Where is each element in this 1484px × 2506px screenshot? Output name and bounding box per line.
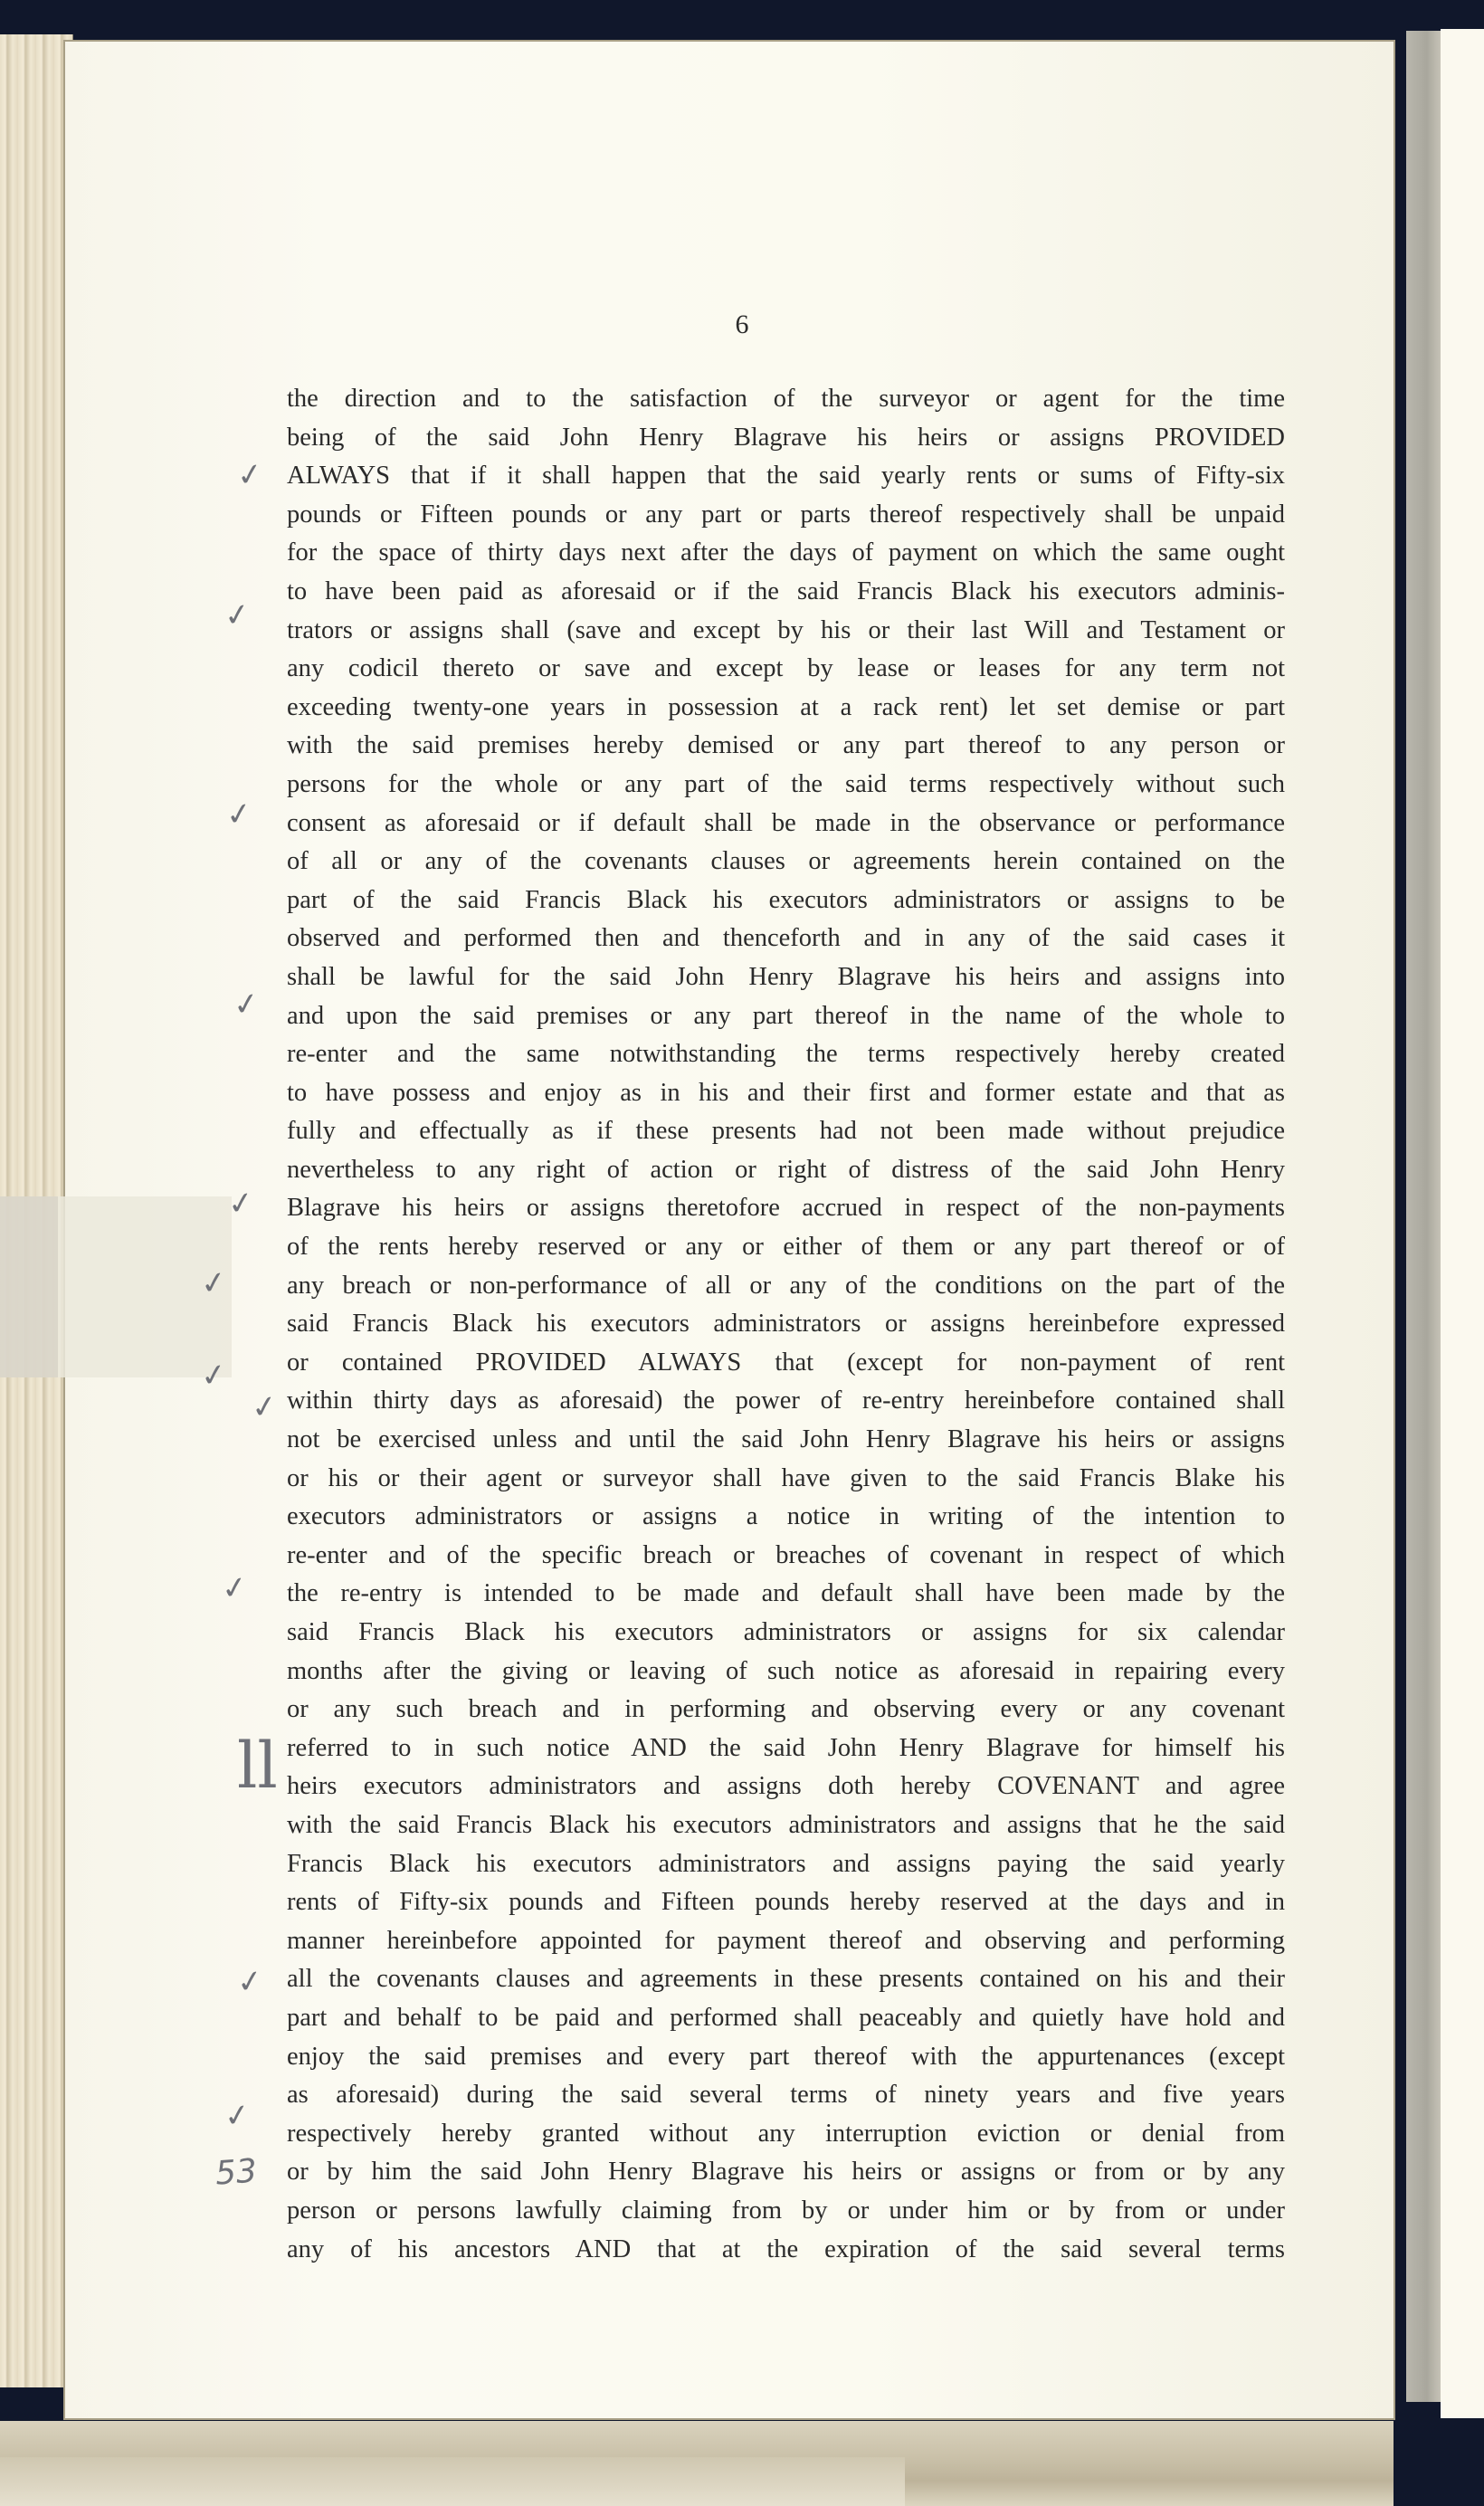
pencil-check-icon: ✓ — [219, 1568, 251, 1608]
gutter-shadow — [1406, 31, 1441, 2402]
text-line: rents of Fifty-six pounds and Fifteen pounds hereby reserved at the days and in — [287, 1888, 1285, 1917]
repair-tape-over-stack — [0, 1196, 58, 1377]
text-line: as aforesaid) during the said several terms of ninety years and five years — [287, 2081, 1285, 2110]
text-line: of all or any of the covenants clauses or agreements herein contained on the — [287, 847, 1285, 876]
text-line: exceeding twenty-one years in possession at a rack rent) let set demise or part — [287, 692, 1285, 721]
pencil-check-icon: ✓ — [198, 1263, 230, 1303]
text-line: enjoy the said premises and every part thereof with the appurtenances (except — [287, 2042, 1285, 2071]
text-line: within thirty days as aforesaid) the power of re-entry hereinbefore contained shall — [287, 1386, 1285, 1415]
pencil-check-icon: ✓ — [225, 1184, 257, 1224]
text-line: any breach or non-performance of all or any of the conditions on the part of the — [287, 1271, 1285, 1300]
text-line: or contained PROVIDED ALWAYS that (except for non-payment of rent — [287, 1348, 1285, 1377]
text-line: shall be lawful for the said John Henry Blagrave his heirs and assigns into — [287, 962, 1285, 991]
text-line: the direction and to the satisfaction of the surveyor or agent for the time — [287, 385, 1285, 413]
pencil-check-icon: ✓ — [234, 1962, 266, 2002]
text-line: to have been paid as aforesaid or if the said Francis Black his executors adminis- — [287, 576, 1285, 605]
text-line: with the said premises hereby demised or any part thereof to any person or — [287, 731, 1285, 760]
pencil-check-icon: ✓ — [249, 1387, 281, 1427]
text-line: or by him the said John Henry Blagrave his heirs or assigns or from or by any — [287, 2158, 1285, 2187]
pencil-folio-number: 53 — [214, 2152, 259, 2193]
text-line: months after the giving or leaving of such notice as aforesaid in repairing every — [287, 1656, 1285, 1685]
text-line: persons for the whole or any part of the said terms respectively without such — [287, 769, 1285, 798]
text-line: or his or their agent or surveyor shall have given to the said Francis Blake his — [287, 1463, 1285, 1492]
pencil-check-icon: ✓ — [198, 1356, 230, 1396]
text-line: Francis Black his executors administrators and assigns paying the said yearly — [287, 1849, 1285, 1878]
text-line: any of his ancestors AND that at the expiration of the said several terms — [287, 2234, 1285, 2263]
text-line: ALWAYS that if it shall happen that the said yearly rents or sums of Fifty-six — [287, 462, 1285, 491]
text-line: referred to in such notice AND the said John Henry Blagrave for himself his — [287, 1733, 1285, 1762]
pencil-check-icon: ✓ — [222, 596, 253, 635]
text-line: consent as aforesaid or if default shall be made in the observance or performance — [287, 808, 1285, 837]
text-line: executors administrators or assigns a notice in writing of the intention to — [287, 1502, 1285, 1531]
text-line: said Francis Black his executors administrators or assigns hereinbefore expressed — [287, 1310, 1285, 1339]
text-line: or any such breach and in performing and observing every or any covenant — [287, 1695, 1285, 1724]
pencil-check-icon: ✓ — [234, 455, 266, 495]
text-line: part of the said Francis Black his executors administrators or assigns to be — [287, 885, 1285, 914]
text-line: not be exercised unless and until the said John Henry Blagrave his heirs or assigns — [287, 1425, 1285, 1454]
text-line: the re-entry is intended to be made and default shall have been made by the — [287, 1579, 1285, 1608]
text-line: being of the said John Henry Blagrave his heirs or assigns PROVIDED — [287, 423, 1285, 452]
text-line: respectively hereby granted without any interruption eviction or denial from — [287, 2119, 1285, 2148]
pencil-check-icon: ✓ — [222, 2096, 253, 2136]
text-line: re-enter and of the specific breach or breaches of covenant in respect of which — [287, 1540, 1285, 1569]
text-line: part and behalf to be paid and performed shall peaceably and quietly have hold and — [287, 2003, 1285, 2032]
next-page-edge — [1441, 29, 1484, 2418]
text-line: trators or assigns shall (save and except by his or their last Will and Testament or — [287, 615, 1285, 644]
text-line: heirs executors administrators and assigns doth hereby COVENANT and agree — [287, 1772, 1285, 1801]
text-line: to have possess and enjoy as in his and their first and former estate and that as — [287, 1078, 1285, 1107]
text-line: fully and effectually as if these presents had not been made without prejudice — [287, 1117, 1285, 1146]
pencil-check-icon: ✓ — [224, 795, 255, 834]
text-line: any codicil thereto or save and except by lease or leases for any term not — [287, 654, 1285, 683]
text-line: all the covenants clauses and agreements in these presents contained on his and their — [287, 1965, 1285, 1994]
text-line: with the said Francis Black his executors administrators and assigns that he the said — [287, 1810, 1285, 1839]
text-line: manner hereinbefore appointed for payment thereof and observing and performing — [287, 1926, 1285, 1955]
torn-page-edges-lower — [0, 2457, 905, 2506]
text-line: of the rents hereby reserved or any or either of them or any part thereof or of — [287, 1233, 1285, 1262]
text-line: for the space of thirty days next after the days of payment on which the same ought — [287, 538, 1285, 567]
document-body — [287, 380, 1285, 2269]
text-line: said Francis Black his executors administrators or assigns for six calendar — [287, 1618, 1285, 1646]
text-line: nevertheless to any right of action or right of distress of the said John Henry — [287, 1155, 1285, 1184]
pencil-double-bar-mark: ll — [237, 1729, 278, 1803]
text-line: re-enter and the same notwithstanding the terms respectively hereby created — [287, 1040, 1285, 1069]
pencil-check-icon: ✓ — [231, 985, 262, 1024]
text-line: person or persons lawfully claiming from by or under him or by from or under — [287, 2196, 1285, 2225]
text-line: and upon the said premises or any part thereof in the name of the whole to — [287, 1001, 1285, 1030]
text-line: pounds or Fifteen pounds or any part or parts thereof respectively shall be unpaid — [287, 500, 1285, 529]
text-line: observed and performed then and thenceforth and in any of the said cases it — [287, 924, 1285, 953]
page-number: 6 — [735, 310, 749, 339]
text-line: Blagrave his heirs or assigns theretofore accrued in respect of the non-payments — [287, 1194, 1285, 1223]
